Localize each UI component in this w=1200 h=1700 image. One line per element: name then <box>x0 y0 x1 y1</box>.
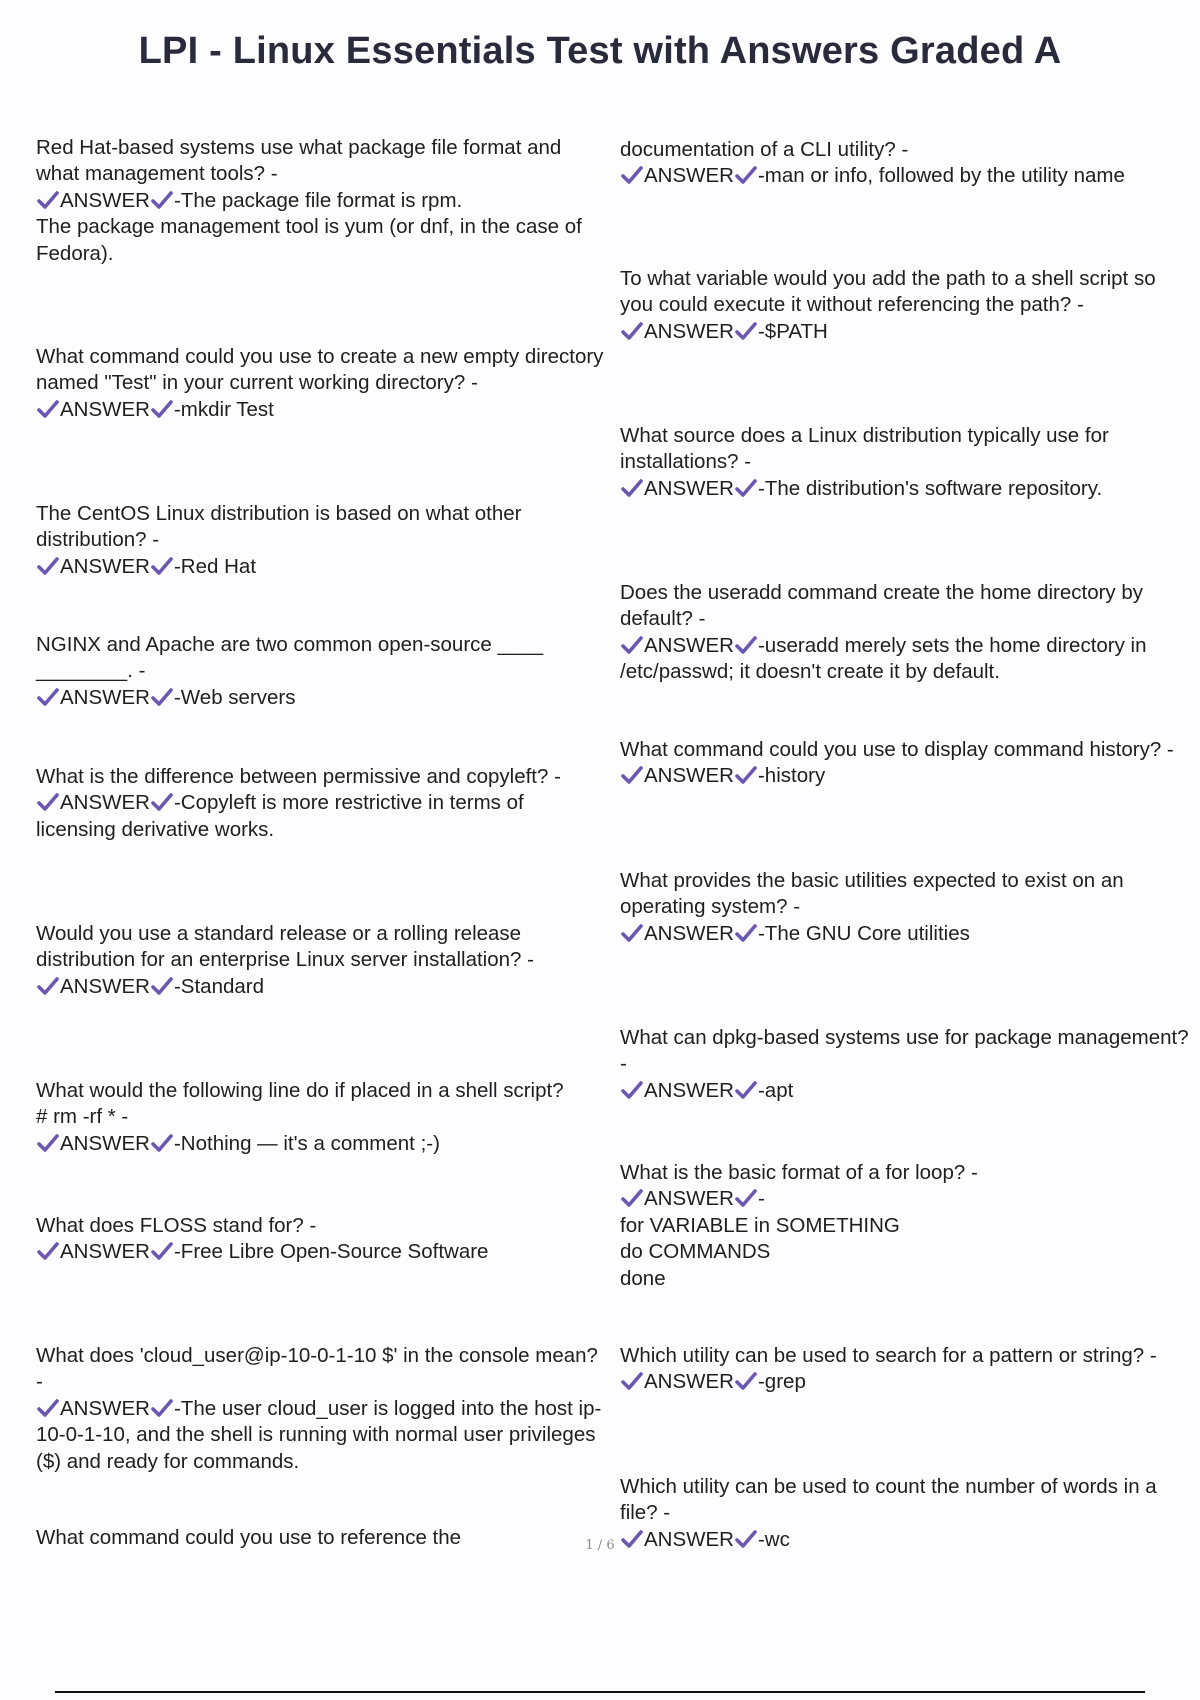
check-icon <box>37 687 59 707</box>
answer-text: -mkdir Test <box>173 397 274 421</box>
qa-item <box>36 108 606 267</box>
answer-text: - for VARIABLE in SOMETHING do COMMANDS done <box>620 1187 900 1290</box>
check-icon <box>735 1188 757 1208</box>
question-text: Which utility can be used to count the number of words in a file? - <box>620 1474 1157 1524</box>
qa-item <box>36 1186 606 1266</box>
check-icon <box>735 635 757 655</box>
page-number: 1 / 6 <box>585 1538 615 1553</box>
answer-marker: ANSWER <box>60 554 150 578</box>
document-title: LPI - Linux Essentials Test with Answers Graded A <box>138 30 1062 72</box>
answer-marker: ANSWER <box>644 764 734 787</box>
qa-item <box>620 998 1192 1104</box>
question-text: What source does a Linux distribution typically use for installations? - <box>620 423 1109 473</box>
check-icon <box>621 1080 643 1100</box>
footer-rule <box>55 1691 1145 1693</box>
qa-item <box>36 894 606 1000</box>
check-icon <box>735 478 757 498</box>
qa-item <box>36 1051 606 1157</box>
check-icon <box>37 792 59 812</box>
check-icon <box>37 190 59 210</box>
check-icon <box>621 1371 643 1391</box>
answer-text: -grep <box>757 1370 806 1393</box>
question-text: What would the following line do if placed in a shell script? # rm -rf * - <box>36 1078 564 1128</box>
check-icon <box>621 1188 643 1208</box>
answer-marker: ANSWER <box>644 1187 734 1210</box>
qa-item <box>620 1316 1192 1396</box>
qa-item <box>36 737 606 843</box>
question-text: What command could you use to reference the <box>36 1525 462 1549</box>
check-icon <box>37 556 59 576</box>
check-icon <box>151 1133 173 1153</box>
answer-marker: ANSWER <box>644 1078 734 1102</box>
check-icon <box>37 1398 59 1418</box>
qa-item <box>620 396 1192 502</box>
qa-item <box>36 605 606 711</box>
check-icon <box>621 765 643 785</box>
qa-item <box>36 1316 606 1475</box>
check-icon <box>735 165 757 185</box>
question-text: To what variable would you add the path to a shell script so you could execute it without referencing the path? - <box>620 266 1156 316</box>
question-text: Red Hat-based systems use what package file format and what management tools? - <box>36 135 562 185</box>
check-icon <box>621 635 643 655</box>
answer-marker: ANSWER <box>644 921 734 945</box>
answer-text: -wc <box>757 1527 790 1551</box>
question-text: What command could you use to display command history? - <box>620 737 1174 761</box>
question-text: What is the basic format of a for loop? - <box>620 1160 978 1184</box>
check-icon <box>151 399 173 419</box>
question-text: What command could you use to create a new empty directory named "Test" in your current working directory? - <box>36 344 604 394</box>
answer-marker: ANSWER <box>644 476 734 500</box>
answer-text: -Standard <box>173 974 265 998</box>
answer-marker: ANSWER <box>644 1527 734 1551</box>
answer-marker: ANSWER <box>644 319 734 343</box>
answer-text: -apt <box>757 1078 794 1102</box>
qa-item <box>620 239 1192 345</box>
answer-marker: ANSWER <box>644 633 734 657</box>
answer-marker: ANSWER <box>60 791 150 814</box>
check-icon <box>151 1241 173 1261</box>
answer-text: -Nothing — it's a comment ;-) <box>173 1131 440 1155</box>
answer-marker: ANSWER <box>60 188 150 212</box>
answer-text: -useradd merely sets the home directory in /etc/passwd; it doesn't create it by default. <box>620 633 1147 683</box>
check-icon <box>735 765 757 785</box>
qa-item <box>620 553 1192 686</box>
answer-text: -The distribution's software repository. <box>757 476 1103 500</box>
check-icon <box>151 190 173 210</box>
answer-text: -Web servers <box>173 685 296 709</box>
check-icon <box>151 556 173 576</box>
question-text: What does FLOSS stand for? - <box>36 1213 317 1237</box>
question-text: Which utility can be used to search for a pattern or string? - <box>620 1343 1157 1367</box>
qa-item <box>36 317 606 423</box>
check-icon <box>621 478 643 498</box>
answer-text: -history <box>757 764 826 787</box>
check-icon <box>37 976 59 996</box>
answer-text: -The user cloud_user is logged into the host ip-10-0-1-10, and the shell is running with normal user privileges ($) and ready for commands. <box>36 1396 602 1473</box>
check-icon <box>37 1241 59 1261</box>
answer-marker: ANSWER <box>60 1131 150 1155</box>
check-icon <box>735 1371 757 1391</box>
check-icon <box>151 792 173 812</box>
check-icon <box>151 976 173 996</box>
check-icon <box>621 923 643 943</box>
check-icon <box>735 1080 757 1100</box>
question-text: Would you use a standard release or a rolling release distribution for an enterprise Linux server installation? - <box>36 921 534 971</box>
check-icon <box>151 687 173 707</box>
question-text: What provides the basic utilities expected to exist on an operating system? - <box>620 868 1124 918</box>
answer-text: -Free Libre Open-Source Software <box>173 1240 489 1263</box>
qa-item <box>620 841 1192 947</box>
check-icon <box>37 1133 59 1153</box>
qa-item <box>620 710 1192 790</box>
answer-marker: ANSWER <box>60 1240 150 1263</box>
question-text: NGINX and Apache are two common open-source ____ ________. - <box>36 632 544 682</box>
question-text: What can dpkg-based systems use for package management? - <box>620 1025 1189 1075</box>
check-icon <box>151 1398 173 1418</box>
question-text: documentation of a CLI utility? - <box>620 137 909 161</box>
answer-marker: ANSWER <box>60 397 150 421</box>
qa-item <box>620 1133 1192 1292</box>
check-icon <box>37 399 59 419</box>
answer-marker: ANSWER <box>644 164 734 187</box>
answer-marker: ANSWER <box>644 1370 734 1393</box>
answer-text: -$PATH <box>757 319 828 343</box>
question-text: The CentOS Linux distribution is based on what other distribution? - <box>36 501 522 551</box>
answer-text: -Copyleft is more restrictive in terms of licensing derivative works. <box>36 791 524 841</box>
question-text: Does the useradd command create the home directory by default? - <box>620 580 1144 630</box>
answer-marker: ANSWER <box>60 974 150 998</box>
answer-marker: ANSWER <box>60 685 150 709</box>
question-text: What does 'cloud_user@ip-10-0-1-10 $' in the console mean? - <box>36 1343 598 1393</box>
qa-item <box>36 474 606 580</box>
check-icon <box>621 321 643 341</box>
qa-item <box>620 110 1192 190</box>
check-icon <box>735 923 757 943</box>
answer-marker: ANSWER <box>60 1396 150 1420</box>
answer-text: -Red Hat <box>173 554 257 578</box>
check-icon <box>735 321 757 341</box>
question-text: What is the difference between permissive and copyleft? - <box>36 764 561 788</box>
answer-text: -The GNU Core utilities <box>757 921 970 945</box>
answer-text: -The package file format is rpm. The package management tool is yum (or dnf, in the case of Fedora). <box>36 188 582 265</box>
answer-text: -man or info, followed by the utility name <box>757 164 1125 187</box>
check-icon <box>621 165 643 185</box>
